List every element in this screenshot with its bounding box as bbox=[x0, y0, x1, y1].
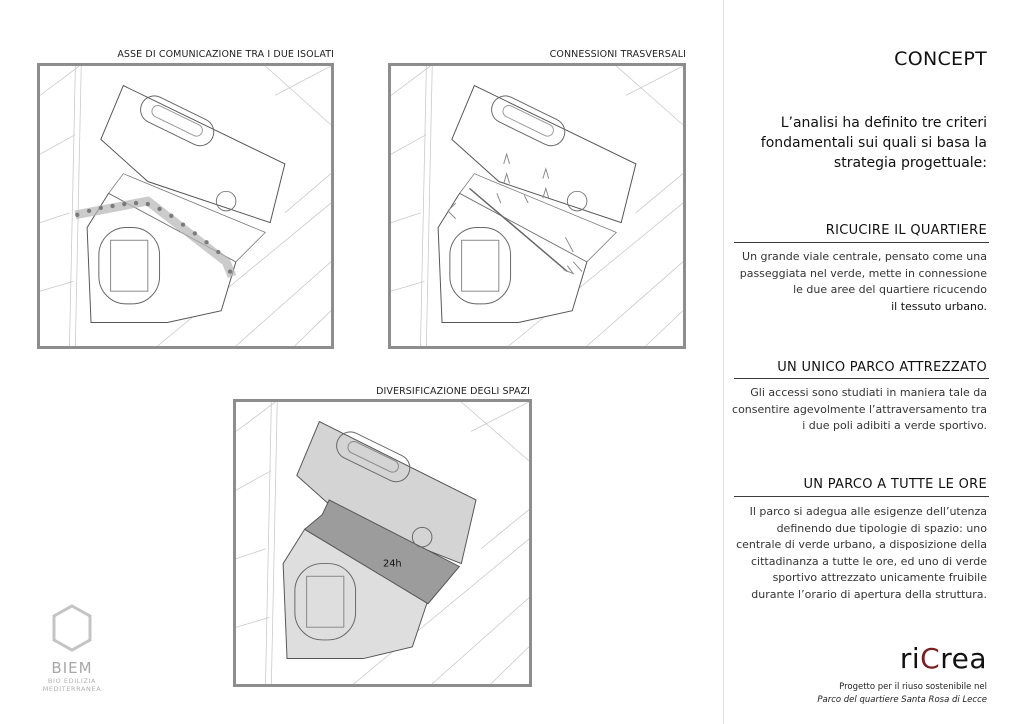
project-credits: Progetto per il riuso sostenibile nel Parco del quartiere Santa Rosa di Lecce bbox=[817, 682, 987, 705]
hexagon-icon bbox=[50, 603, 94, 653]
concept-title: CONCEPT bbox=[894, 48, 987, 70]
label-24h: 24h bbox=[382, 558, 402, 570]
biem-name: BIEM bbox=[51, 659, 93, 677]
section-divider bbox=[734, 378, 989, 379]
section-body-parco-attrezzato: Gli accessi sono studiati in maniera tale da consentire agevolmente l’attraversamento tra i due poli adibiti a verde sportivo. bbox=[732, 386, 987, 432]
section-body-ricucire: Un grande viale centrale, pensato come una passeggiata nel verde, mette in connessione le due aree del quartiere ricucendo il tessuto urbano. bbox=[732, 249, 987, 315]
site-plan-drawing bbox=[40, 66, 331, 346]
section-heading-tutte-le-ore: UN PARCO A TUTTE LE ORE bbox=[803, 477, 987, 492]
page-divider bbox=[723, 0, 724, 724]
section-divider bbox=[734, 496, 989, 497]
biem-sub-2: MEDITERRANEA bbox=[42, 685, 102, 693]
section-heading-ricucire: RICUCIRE IL QUARTIERE bbox=[825, 223, 987, 238]
site-plan-drawing bbox=[236, 402, 529, 684]
map-title-connessioni: CONNESSIONI TRASVERSALI bbox=[549, 49, 686, 60]
map-connessioni-trasversali bbox=[388, 63, 686, 349]
section-heading-parco-attrezzato: UN UNICO PARCO ATTREZZATO bbox=[777, 360, 987, 375]
section-emphasis: il tessuto urbano. bbox=[891, 299, 987, 313]
biem-logo bbox=[32, 603, 112, 693]
map-title-diversificazione: DIVERSIFICAZIONE DEGLI SPAZI bbox=[376, 386, 530, 397]
site-plan-drawing bbox=[391, 66, 683, 346]
concept-intro: L’analisi ha definito tre criteri fondamentali sui quali si basa la strategia progettuale: bbox=[760, 115, 987, 171]
section-body-tutte-le-ore: Il parco si adegua alle esigenze dell’utenza definendo due tipologie di spazio: uno centrale di verde urbano, a disposizione della cittadinanza a tutte le ore, ed uno di verde sportivo attrezzato unicamente fruibile durante l’orario di apertura della struttura. bbox=[736, 505, 987, 601]
map-asse-comunicazione bbox=[37, 63, 334, 349]
biem-sub-1: BIO EDILIZIA bbox=[47, 677, 97, 685]
ricrea-logo: riCrea bbox=[899, 642, 987, 675]
section-divider bbox=[734, 242, 989, 243]
map-diversificazione-spazi bbox=[233, 399, 532, 687]
map-title-asse: ASSE DI COMUNICAZIONE TRA I DUE ISOLATI bbox=[117, 49, 334, 60]
